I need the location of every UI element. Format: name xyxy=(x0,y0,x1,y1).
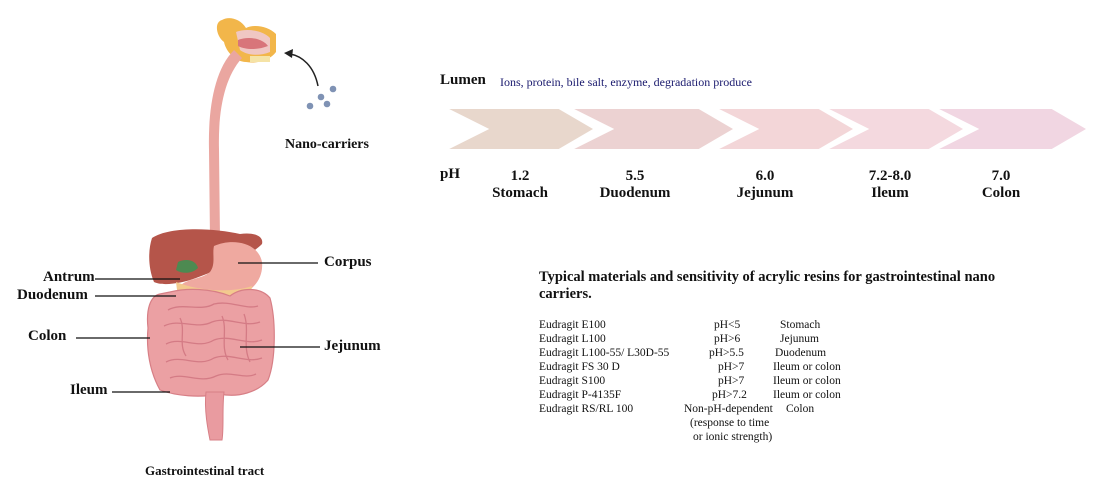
table-row xyxy=(539,388,621,402)
figure-caption: Gastrointestinal tract xyxy=(145,463,265,478)
material-cell: Eudragit L100 xyxy=(539,333,606,345)
segment-name: Ileum xyxy=(871,185,909,201)
material-cell: Eudragit P-4135F xyxy=(539,389,622,401)
segment-ph: 7.2-8.0 xyxy=(868,168,912,184)
table-row xyxy=(539,332,606,346)
segment-duodenum xyxy=(575,168,695,202)
table-row xyxy=(539,360,620,374)
colon-label: Colon xyxy=(28,328,67,344)
material-cell: Eudragit S100 xyxy=(539,375,606,387)
site-cell: Jejunum xyxy=(780,333,819,345)
lumen-title: Lumen xyxy=(440,72,486,88)
segment-name: Jejunum xyxy=(736,185,794,201)
ph-note-line: or ionic strength) xyxy=(693,431,773,443)
segment-stomach xyxy=(460,168,580,202)
ph-cell: Non-pH-dependent xyxy=(684,403,773,415)
site-cell: Duodenum xyxy=(775,347,827,359)
segment-ileum xyxy=(830,168,950,202)
nano-carriers-label: Nano-carriers xyxy=(285,137,369,152)
table-row xyxy=(539,402,633,416)
segment-jejunum xyxy=(705,168,825,202)
site-cell: Ileum or colon xyxy=(773,389,841,401)
material-cell: Eudragit FS 30 D xyxy=(539,361,620,373)
segment-ph: 7.0 xyxy=(991,168,1011,184)
segment-name: Colon xyxy=(981,185,1021,201)
site-cell: Ileum or colon xyxy=(773,361,841,373)
segment-name: Duodenum xyxy=(599,185,671,201)
table-row xyxy=(539,318,606,332)
ph-cell: pH>7 xyxy=(718,375,745,387)
segment-colon xyxy=(941,168,1061,202)
ph-cell: pH>7 xyxy=(718,361,745,373)
lumen-contents: Ions, protein, bile salt, enzyme, degradation produce xyxy=(500,75,752,89)
table-row xyxy=(539,374,605,388)
corpus-label: Corpus xyxy=(324,254,372,270)
segment-ph: 6.0 xyxy=(755,168,775,184)
site-cell: Ileum or colon xyxy=(773,375,841,387)
segment-ph: 1.2 xyxy=(510,168,530,184)
ph-chevron-stomach xyxy=(445,108,595,150)
antrum-label: Antrum xyxy=(43,269,95,285)
segment-name: Stomach xyxy=(492,185,548,201)
ph-cell: pH>6 xyxy=(714,333,741,345)
segment-ph: 5.5 xyxy=(625,168,645,184)
ileum-label: Ileum xyxy=(70,382,108,398)
ph-cell: pH>7.2 xyxy=(712,389,747,401)
ph-cell: pH<5 xyxy=(714,319,741,331)
site-cell: Colon xyxy=(786,403,815,415)
site-cell: Stomach xyxy=(780,319,821,331)
duodenum-label: Duodenum xyxy=(17,287,88,303)
jejunum-label: Jejunum xyxy=(324,338,381,354)
ph-axis-label: pH xyxy=(440,166,461,182)
ph-cell: pH>5.5 xyxy=(709,347,744,359)
material-cell: Eudragit E100 xyxy=(539,319,606,331)
ph-note-line: (response to time xyxy=(690,417,770,429)
material-cell: Eudragit RS/RL 100 xyxy=(539,403,634,415)
materials-table-title: Typical materials and sensitivity of acrylic resins for gastrointestinal nano carriers. xyxy=(539,269,996,302)
table-row xyxy=(539,346,669,360)
material-cell: Eudragit L100-55/ L30D-55 xyxy=(539,347,670,359)
